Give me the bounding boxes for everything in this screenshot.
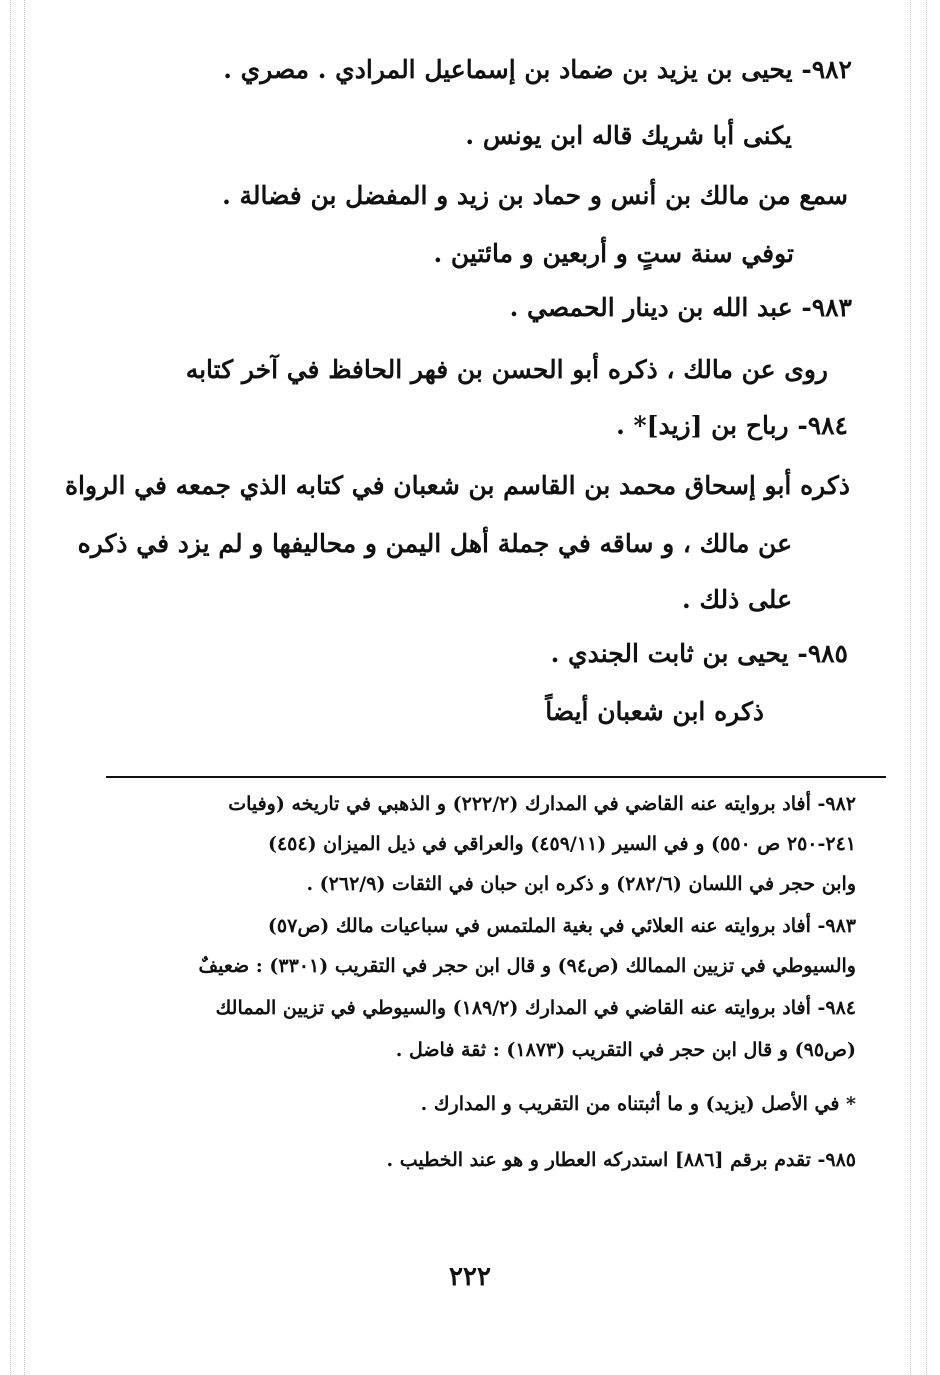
scan-edge-mark xyxy=(910,0,911,1375)
scan-edge-mark xyxy=(10,0,11,1375)
scan-edge-mark xyxy=(926,0,927,1375)
page-number: ٢٢٢ xyxy=(449,1262,491,1292)
footnote-line: وابن حجر في اللسان (٢٨٢/٦) و ذكره ابن حبان في الثقات (٢٦٢/٩) . xyxy=(306,873,856,895)
footnote-line: ٩٨٤- أفاد بروايته عنه القاضي في المدارك (١٨٩/٢) والسيوطي في تزيين الممالك xyxy=(215,997,856,1019)
footnote-line: ٩٨٢- أفاد بروايته عنه القاضي في المدارك (٢٢٢/٢) و الذهبي في تاريخه (وفيات xyxy=(228,793,856,815)
entry-984-text-1: ذكره أبو إسحاق محمد بن القاسم بن شعبان في كتابه الذي جمعه في الرواة xyxy=(64,471,850,500)
entry-984-heading: ٩٨٤- رباح بن [زيد]* . xyxy=(616,411,848,440)
entry-982-kunya: يكنى أبا شريك قاله ابن يونس . xyxy=(465,121,792,150)
footnote-line: * في الأصل (يزيد) و ما أثبتناه من التقريب و المدارك . xyxy=(420,1093,856,1115)
scan-edge-mark xyxy=(24,0,25,1375)
entry-982-heading: ٩٨٢- يحيى بن يزيد بن ضماد بن إسماعيل المرادي . مصري . xyxy=(223,55,852,84)
footnote-line: ٩٨٣- أفاد بروايته عنه العلائي في بغية الملتمس في سباعيات مالك (ص٥٧) xyxy=(267,915,856,937)
entry-984-text-2: عن مالك ، و ساقه في جملة أهل اليمن و محاليفها و لم يزد في ذكره xyxy=(77,529,792,558)
footnote-line: والسيوطي في تزيين الممالك (ص٩٤) و قال ابن حجر في التقريب (٣٣٠١) : ضعيفٌ xyxy=(198,955,856,977)
entry-983-text: روى عن مالك ، ذكره أبو الحسن بن فهر الحافظ في آخر كتابه xyxy=(185,355,828,384)
entry-985-heading: ٩٨٥- يحيى بن ثابت الجندي . xyxy=(550,639,848,668)
entry-984-text-3: على ذلك . xyxy=(682,585,792,614)
entry-985-text: ذكره ابن شعبان أيضاً xyxy=(545,697,764,726)
footnote-line: ٩٨٥- تقدم برقم [٨٨٦] استدركه العطار و هو عند الخطيب . xyxy=(386,1149,856,1171)
footnote-line: (ص٩٥) و قال ابن حجر في التقريب (١٨٧٣) : ثقة فاضل . xyxy=(395,1039,856,1061)
footnote-line: ٢٤١-٢٥٠ ص ٥٥٠) و في السير (٤٥٩/١١) والعراقي في ذيل الميزان (٤٥٤) xyxy=(267,833,856,855)
entry-983-heading: ٩٨٣- عبد الله بن دينار الحمصي . xyxy=(509,293,852,322)
entry-982-teachers: سمع من مالك بن أنس و حماد بن زيد و المفضل بن فضالة . xyxy=(222,181,848,210)
footnote-divider xyxy=(106,776,886,778)
entry-982-death: توفي سنة ستٍ و أربعين و مائتين . xyxy=(433,239,794,268)
